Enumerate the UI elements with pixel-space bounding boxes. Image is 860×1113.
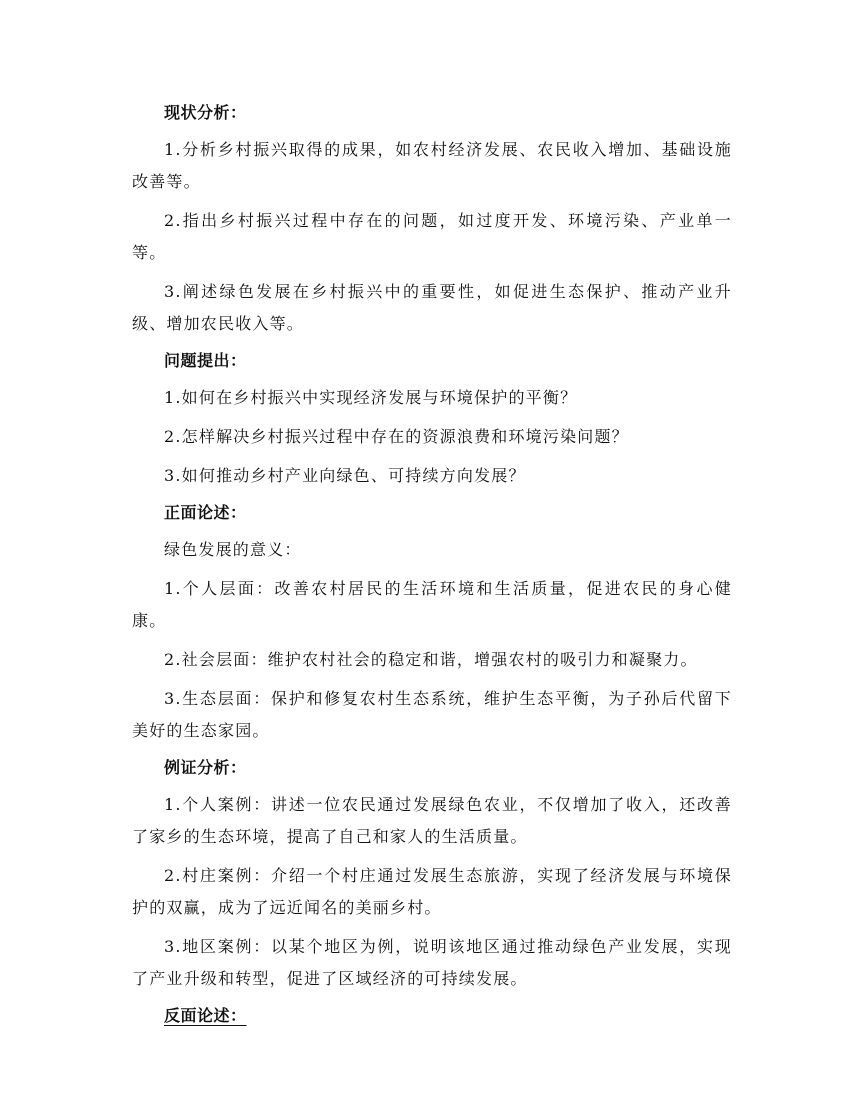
paragraph: 3.阐述绿色发展在乡村振兴中的重要性，如促进生态保护、推动产业升级、增加农民收入等。 (132, 282, 732, 333)
paragraph: 3.生态层面：保护和修复农村生态系统，维护生态平衡，为子孙后代留下美好的生态家园。 (132, 689, 732, 740)
paragraph: 绿色发展的意义： (164, 540, 302, 559)
paragraph: 3.如何推动乡村产业向绿色、可持续方向发展？ (164, 466, 526, 485)
paragraph: 2.社会层面：维护农村社会的稳定和谐，增强农村的吸引力和凝聚力。 (164, 650, 698, 669)
section-heading-status: 现状分析： (164, 103, 247, 122)
section-heading-examples: 例证分析： (164, 758, 247, 777)
section-heading-negative-text: 反面论述： (164, 1006, 247, 1025)
paragraph: 2.村庄案例：介绍一个村庄通过发展生态旅游，实现了经济发展与环境保护的双赢，成为了远近闻名的美丽乡村。 (132, 866, 732, 917)
section-heading-questions: 问题提出： (164, 351, 247, 370)
section-heading-negative (132, 1002, 732, 1030)
paragraph: 2.怎样解决乡村振兴过程中存在的资源浪费和环境污染问题？ (164, 427, 629, 446)
document-body (132, 99, 732, 1037)
paragraph: 1.分析乡村振兴取得的成果，如农村经济发展、农民收入增加、基础设施改善等。 (132, 140, 732, 191)
paragraph: 1.如何在乡村振兴中实现经济发展与环境保护的平衡？ (164, 388, 578, 407)
section-heading-positive: 正面论述： (164, 503, 247, 522)
paragraph: 1.个人案例：讲述一位农民通过发展绿色农业，不仅增加了收入，还改善了家乡的生态环境，提高了自己和家人的生活质量。 (132, 795, 732, 846)
paragraph: 2.指出乡村振兴过程中存在的问题，如过度开发、环境污染、产业单一等。 (132, 211, 732, 262)
paragraph: 3.地区案例：以某个地区为例，说明该地区通过推动绿色产业发展，实现了产业升级和转型，促进了区域经济的可持续发展。 (132, 937, 732, 988)
paragraph: 1.个人层面：改善农村居民的生活环境和生活质量，促进农民的身心健康。 (132, 579, 732, 630)
